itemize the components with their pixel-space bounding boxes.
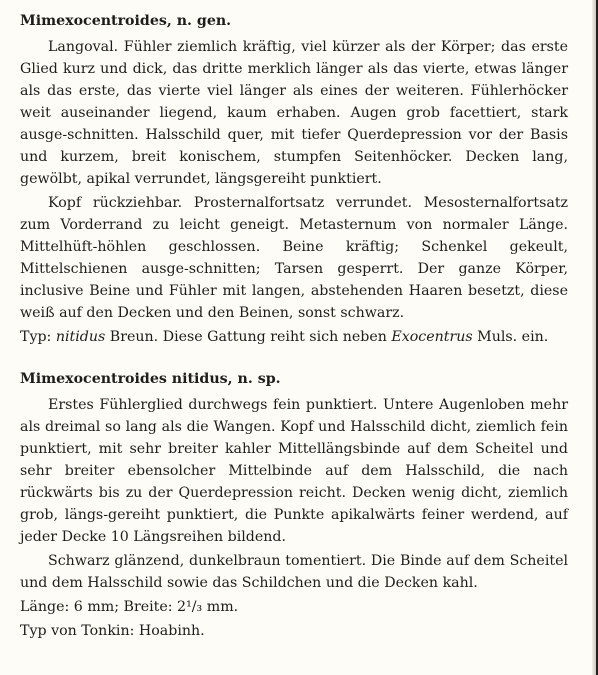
genus-type-line [20, 326, 568, 348]
genus-morphology-paragraph: Kopf rückziehbar. Prosternalfortsatz verrundet. Mesosternalfortsatz zum Vorderrand zu leicht geneigt. Metasternum von normaler Länge. Mittelhüft-höhlen geschlossen. Beine kräftig; Schenkel gekeult, Mittelschienen ausge-schnitten; Tarsen gesperrt. Der ganze Körper, inclusive Beine und Fühler mit langen, abstehenden Haaren besetzt, diese weiß auf den Decken und den Beinen, sonst schwarz. [20, 195, 568, 321]
species-heading: Mimexocentroides nitidus, n. sp. [20, 371, 281, 387]
genus-heading: Mimexocentroides, n. gen. [20, 13, 232, 29]
species-coloration-paragraph: Schwarz glänzend, dunkelbraun tomentiert. Die Binde auf dem Scheitel und dem Halsschild sowie das Schildchen und die Decken kahl. [20, 553, 568, 591]
document-body [20, 10, 568, 642]
type-middle-text: Breun. Diese Gattung reiht sich neben [105, 329, 392, 345]
species-type-locality: Typ von Tonkin: Hoabinh. [20, 623, 205, 639]
type-prefix: Typ: [20, 329, 56, 345]
species-description-paragraph: Erstes Fühlerglied durchwegs fein punktiert. Untere Augenloben mehr als dreimal so lang als die Wangen. Kopf und Halsschild dicht, ziemlich fein punktiert, mit sehr breiter kahler Mittellängsbinde auf dem Scheitel und sehr breiter ebensolcher Mittelbinde auf dem Halsschild, die nach rückwärts bis zu der Querdepression reicht. Decken wenig dicht, ziemlich grob, längs-gereiht punktiert, die Punkte apikalwärts feiner werdend, auf jeder Decke 10 Längsreihen bildend. [20, 397, 568, 545]
genus-description-paragraph: Langoval. Fühler ziemlich kräftig, viel kürzer als der Körper; das erste Glied kurz und dick, das dritte merklich länger als das vierte, etwas länger als das erste, das vierte viel länger als eines der weiteren. Fühlerhöcker weit auseinander liegend, kaum erhaben. Augen grob facettiert, stark ausge-schnitten. Halsschild quer, mit tiefer Querdepression vor der Basis und kurzem, breit konischem, stumpfen Seitenhöcker. Decken lang, gewölbt, apikal verrundet, längsgereiht punktiert. [20, 39, 568, 187]
related-genus-name: Exocentrus [391, 329, 473, 345]
type-species-name: nitidus [55, 329, 106, 345]
type-suffix: Muls. ein. [472, 329, 549, 345]
species-measurements: Länge: 6 mm; Breite: 2¹/₃ mm. [20, 599, 239, 615]
